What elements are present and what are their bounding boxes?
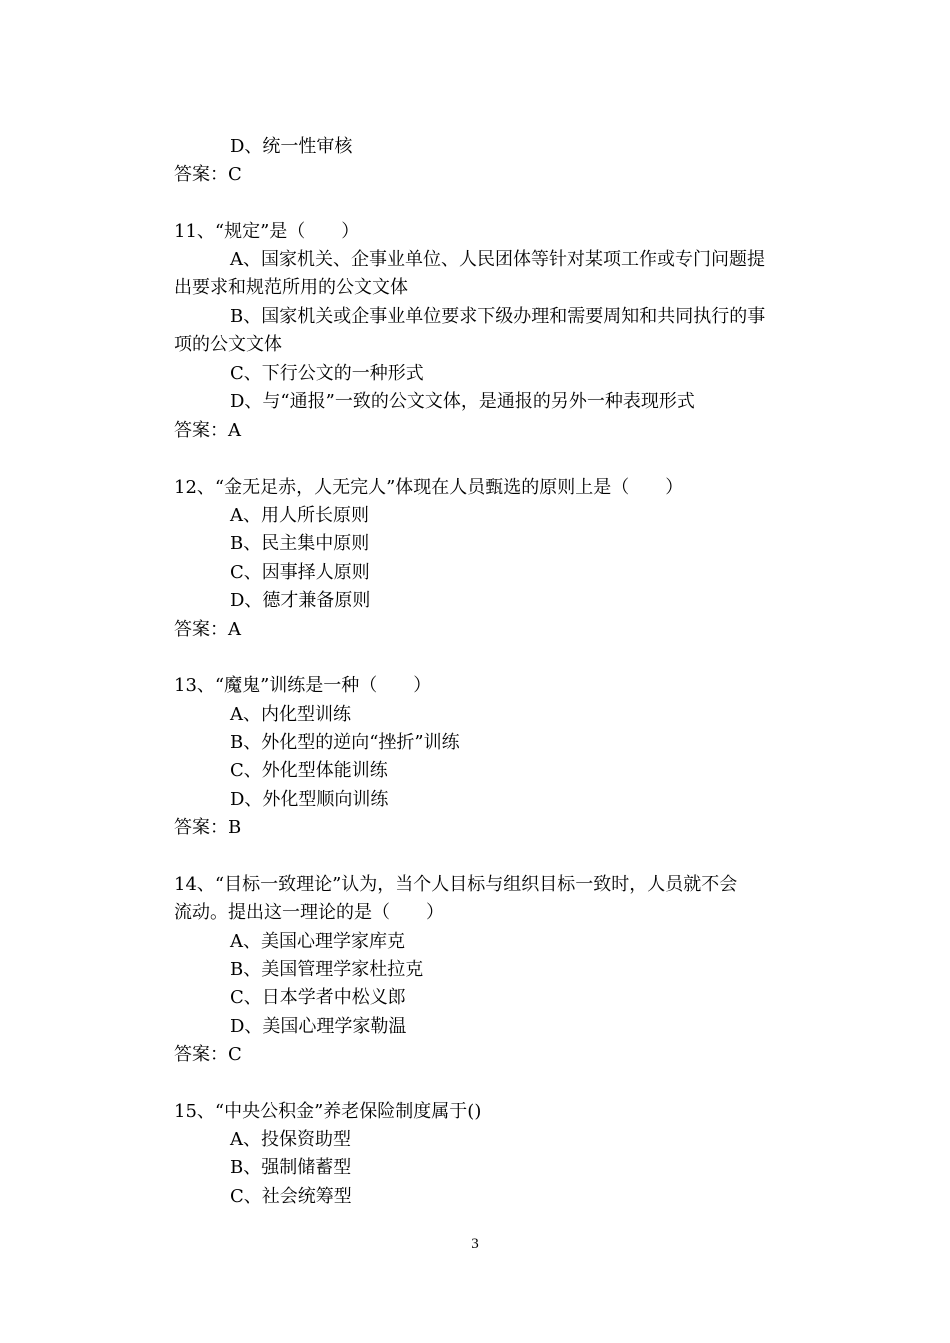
- option-line: C、因事择人原则: [230, 562, 370, 583]
- option-line: B、民主集中原则: [230, 533, 370, 554]
- option-line: B、美国管理学家杜拉克: [230, 959, 424, 980]
- option-line: A、用人所长原则: [230, 505, 369, 526]
- question-13: 13、“魔鬼”训练是一种（ ）: [174, 675, 432, 696]
- answer-line: 答案：C: [174, 1044, 242, 1065]
- option-line: C、外化型体能训练: [230, 760, 388, 781]
- option-line: C、社会统筹型: [230, 1186, 352, 1207]
- option-line: A、国家机关、企事业单位、人民团体等针对某项工作或专门问题提: [230, 249, 765, 270]
- option-line: D、统一性审核: [230, 136, 353, 157]
- option-line: D、美国心理学家勒温: [230, 1016, 407, 1037]
- option-line: B、强制储蓄型: [230, 1157, 352, 1178]
- question-15: 15、“中央公积金”养老保险制度属于(): [174, 1101, 482, 1122]
- option-line: A、美国心理学家库克: [230, 931, 405, 952]
- answer-line: 答案：C: [174, 164, 242, 185]
- question-11: 11、“规定”是（ ）: [174, 221, 360, 242]
- option-continuation: 项的公文文体: [174, 334, 282, 355]
- option-line: C、下行公文的一种形式: [230, 363, 424, 384]
- option-line: A、内化型训练: [230, 704, 351, 725]
- question-14: 14、“目标一致理论”认为，当个人目标与组织目标一致时，人员就不会: [174, 874, 738, 895]
- option-line: B、外化型的逆向“挫折”训练: [230, 732, 460, 753]
- option-line: D、外化型顺向训练: [230, 789, 389, 810]
- option-line: A、投保资助型: [230, 1129, 351, 1150]
- question-12: 12、“金无足赤，人无完人”体现在人员甄选的原则上是（ ）: [174, 477, 684, 498]
- question-continuation: 流动。提出这一理论的是（ ）: [174, 902, 444, 923]
- answer-line: 答案：A: [174, 420, 241, 441]
- option-line: D、与“通报”一致的公文文体，是通报的另外一种表现形式: [230, 391, 695, 412]
- page-number: 3: [471, 1236, 479, 1252]
- answer-line: 答案：A: [174, 619, 241, 640]
- option-line: C、日本学者中松义郎: [230, 987, 406, 1008]
- option-line: D、德才兼备原则: [230, 590, 371, 611]
- option-continuation: 出要求和规范所用的公文文体: [174, 277, 408, 298]
- option-line: B、国家机关或企事业单位要求下级办理和需要周知和共同执行的事: [230, 306, 766, 327]
- answer-line: 答案：B: [174, 817, 242, 838]
